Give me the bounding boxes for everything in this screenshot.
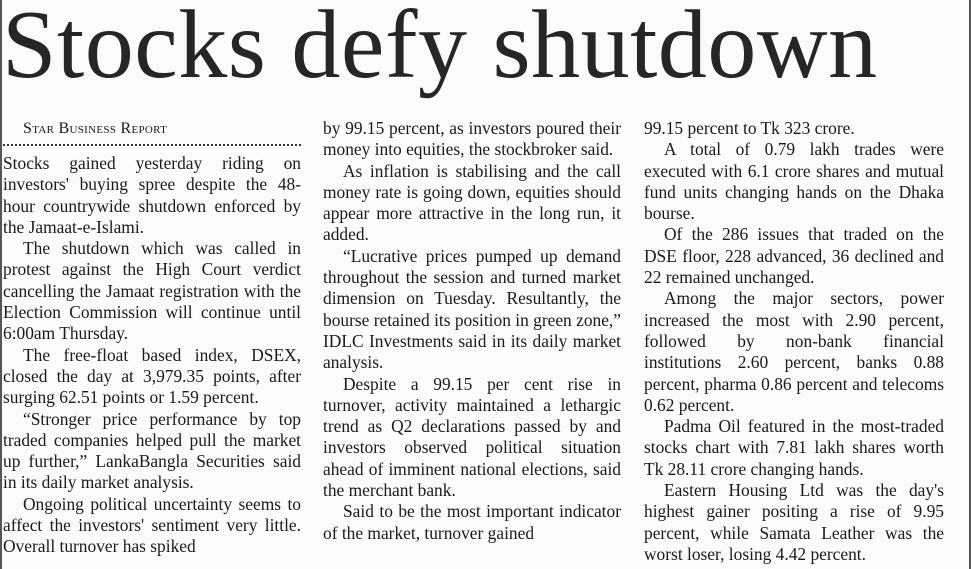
paragraph: Said to be the most important indicator of the market, turnover gained [323,501,621,543]
paragraph: The shutdown which was called in protest against the High Court verdict cancelling the Jamaat registration with the Election Commission will continue until 6:00am Thursday. [3,238,301,344]
paragraph: The free-float based index, DSEX, closed the day at 3,979.35 points, after surging 62.51 points or 1.59 percent. [3,344,301,408]
paragraph: As inflation is stabilising and the call money rate is going down, equities should appear more attractive in the long run, it added. [323,160,621,245]
paragraph: “Stronger price performance by top traded companies helped pull the market up further,” LankaBangla Securities said in its daily market analysis. [3,408,301,493]
paragraph: Among the major sectors, power increased the most with 2.90 percent, followed by non-bank financial institutions 2.60 percent, banks 0.88 percent, pharma 0.86 percent and telecoms 0.62 percent. [644,288,944,415]
paragraph: “Lucrative prices pumped up demand throughout the session and turned market dimension on Tuesday. Resultantly, the bourse retained its position in green zone,” IDLC Investments said in its daily market analysis. [323,245,621,373]
paragraph: Eastern Housing Ltd was the day's highest gainer positing a rise of 9.95 percent, while Samata Leather was the worst loser, losing 4.42 percent. [644,480,944,564]
paragraph: Of the 286 issues that traded on the DSE floor, 228 advanced, 36 declined and 22 remained unchanged. [644,224,944,288]
paragraph: A total of 0.79 lakh trades were executed with 6.1 crore shares and mutual fund units changing hands on the Dhaka bourse. [644,139,944,224]
article-column-2 [323,118,621,544]
paragraph: Ongoing political uncertainty seems to affect the investors' sentiment very little. Overall turnover has spiked [3,493,301,557]
paragraph: by 99.15 percent, as investors poured their money into equities, the stockbroker said. [323,118,621,160]
paragraph: Despite a 99.15 per cent rise in turnover, activity maintained a lethargic trend as Q2 declarations passed by and investors observed political situation ahead of imminent national elections, said the merchant bank. [323,373,621,501]
article-column-1 [3,118,301,558]
byline: Star Business Report [23,120,168,137]
article-column-3 [644,118,944,565]
paragraph: Stocks gained yesterday riding on investors' buying spree despite the 48-hour countrywide shutdown enforced by the Jamaat-e-Islami. [3,153,301,237]
headline: Stocks defy shutdown [2,0,878,99]
byline-dotted-rule [3,144,301,146]
paragraph: Padma Oil featured in the most-traded stocks chart with 7.81 lakh shares worth Tk 28.11 crore changing hands. [644,416,944,479]
paragraph: 99.15 percent to Tk 323 crore. [644,118,855,138]
